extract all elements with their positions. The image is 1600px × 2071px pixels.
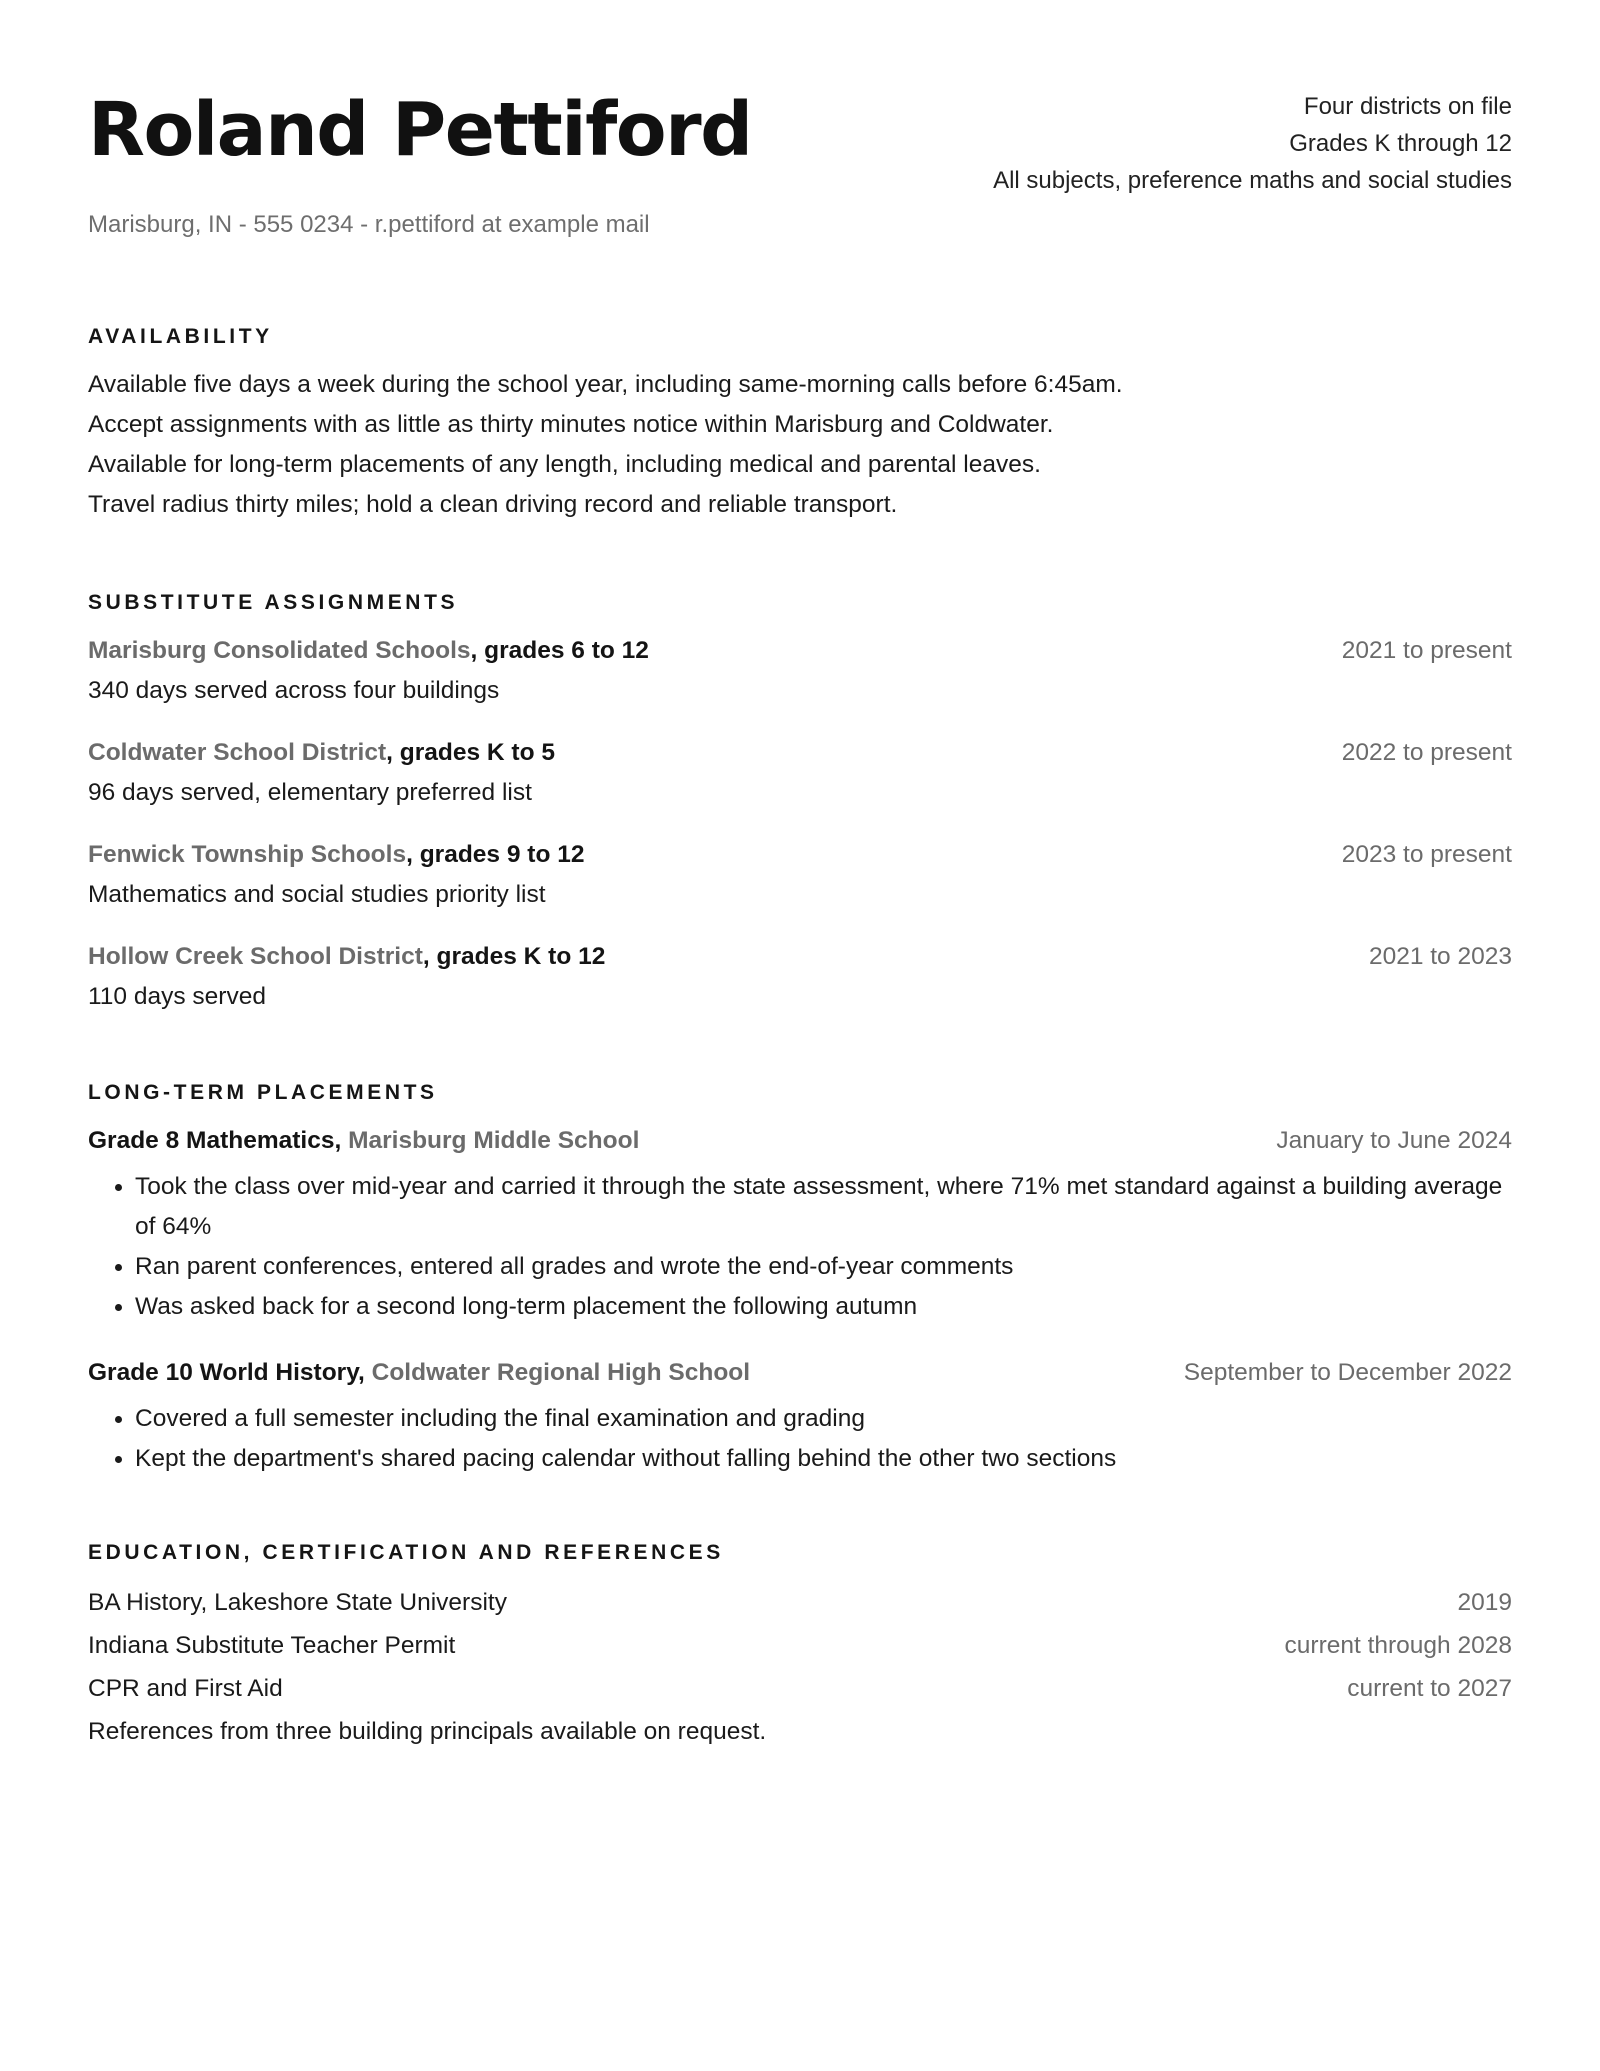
education-dates: current through 2028 — [1284, 1632, 1512, 1660]
section-heading: AVAILABILITY — [88, 325, 273, 349]
placement-bullets — [88, 1167, 1512, 1327]
assignment-title — [88, 631, 649, 671]
assignment-detail: 110 days served — [88, 983, 266, 1011]
assignment-entry — [88, 733, 1512, 813]
education-row — [88, 1624, 1512, 1667]
assignments-section — [88, 591, 1512, 1017]
resume-header — [88, 84, 1512, 239]
grade-range: , grades K to 12 — [422, 943, 606, 971]
grade-range: , grades K to 5 — [386, 739, 555, 767]
placement-dates: January to June 2024 — [1276, 1127, 1512, 1155]
section-heading: LONG-TERM PLACEMENTS — [88, 1081, 438, 1105]
header-left — [88, 84, 752, 239]
assignment-title-row — [88, 631, 1512, 671]
placement-role: Grade 10 World History, — [88, 1359, 372, 1387]
assignment-title-row — [88, 733, 1512, 773]
placement-title-row — [88, 1353, 1512, 1393]
education-dates: current to 2027 — [1347, 1675, 1512, 1703]
assignment-title — [88, 835, 584, 875]
placement-school: Coldwater Regional High School — [371, 1359, 751, 1387]
education-row — [88, 1581, 1512, 1624]
assignment-detail: Mathematics and social studies priority list — [88, 881, 546, 909]
grade-range: , grades 6 to 12 — [470, 637, 649, 665]
assignment-title-row — [88, 937, 1512, 977]
placement-title-row — [88, 1121, 1512, 1161]
bullet-item: Took the class over mid-year and carried it through the state assessment, where 71% met standard against a building average of 64% — [135, 1167, 1512, 1247]
summary-line: All subjects, preference maths and social studies — [993, 167, 1512, 194]
education-label: Indiana Substitute Teacher Permit — [88, 1632, 456, 1660]
placement-role: Grade 8 Mathematics, — [88, 1127, 349, 1155]
assignment-title-row — [88, 835, 1512, 875]
assignment-dates: 2023 to present — [1341, 841, 1512, 869]
availability-line: Travel radius thirty miles; hold a clean driving record and reliable transport. — [88, 491, 898, 519]
placements-section — [88, 1081, 1512, 1479]
references-row — [88, 1710, 1512, 1753]
section-heading: EDUCATION, CERTIFICATION AND REFERENCES — [88, 1541, 724, 1565]
education-section — [88, 1541, 1512, 1753]
district-name: Fenwick Township Schools — [88, 841, 407, 869]
section-heading: SUBSTITUTE ASSIGNMENTS — [88, 591, 459, 615]
placement-entry — [88, 1353, 1512, 1479]
placement-bullets — [88, 1399, 1512, 1479]
bullet-item: Covered a full semester including the final examination and grading — [135, 1399, 1512, 1439]
summary-line: Four districts on file — [1303, 93, 1512, 120]
placement-title — [88, 1121, 639, 1161]
candidate-name: Roland Pettiford — [88, 87, 752, 173]
assignment-detail: 340 days served across four buildings — [88, 677, 500, 705]
references-note: References from three building principals available on request. — [88, 1718, 767, 1746]
placement-dates: September to December 2022 — [1183, 1359, 1512, 1387]
availability-line: Available five days a week during the school year, including same-morning calls before 6:45am. — [88, 371, 1123, 399]
assignment-title — [88, 937, 605, 977]
bullet-item: Ran parent conferences, entered all grades and wrote the end-of-year comments — [135, 1247, 1512, 1287]
education-dates: 2019 — [1457, 1589, 1512, 1617]
header-summary — [993, 88, 1512, 199]
assignment-entry — [88, 937, 1512, 1017]
assignment-dates: 2021 to 2023 — [1368, 943, 1512, 971]
placement-entry — [88, 1121, 1512, 1327]
summary-line: Grades K through 12 — [1289, 130, 1512, 157]
education-row — [88, 1667, 1512, 1710]
district-name: Hollow Creek School District — [88, 943, 423, 971]
assignment-dates: 2021 to present — [1341, 637, 1512, 665]
district-name: Marisburg Consolidated Schools — [88, 637, 471, 665]
availability-line: Available for long-term placements of any length, including medical and parental leaves. — [88, 451, 1041, 479]
contact-line: Marisburg, IN - 555 0234 - r.pettiford at example mail — [88, 211, 650, 239]
availability-line: Accept assignments with as little as thirty minutes notice within Marisburg and Coldwater. — [88, 411, 1054, 439]
assignment-entry — [88, 835, 1512, 915]
bullet-item: Kept the department's shared pacing calendar without falling behind the other two sections — [135, 1439, 1512, 1479]
assignment-entry — [88, 631, 1512, 711]
assignment-title — [88, 733, 555, 773]
district-name: Coldwater School District — [88, 739, 387, 767]
education-label: CPR and First Aid — [88, 1675, 283, 1703]
grade-range: , grades 9 to 12 — [406, 841, 585, 869]
education-label: BA History, Lakeshore State University — [88, 1589, 507, 1617]
bullet-item: Was asked back for a second long-term placement the following autumn — [135, 1287, 1512, 1327]
placement-title — [88, 1353, 750, 1393]
assignment-dates: 2022 to present — [1341, 739, 1512, 767]
availability-section — [88, 325, 1512, 525]
placement-school: Marisburg Middle School — [348, 1127, 640, 1155]
assignment-detail: 96 days served, elementary preferred list — [88, 779, 532, 807]
